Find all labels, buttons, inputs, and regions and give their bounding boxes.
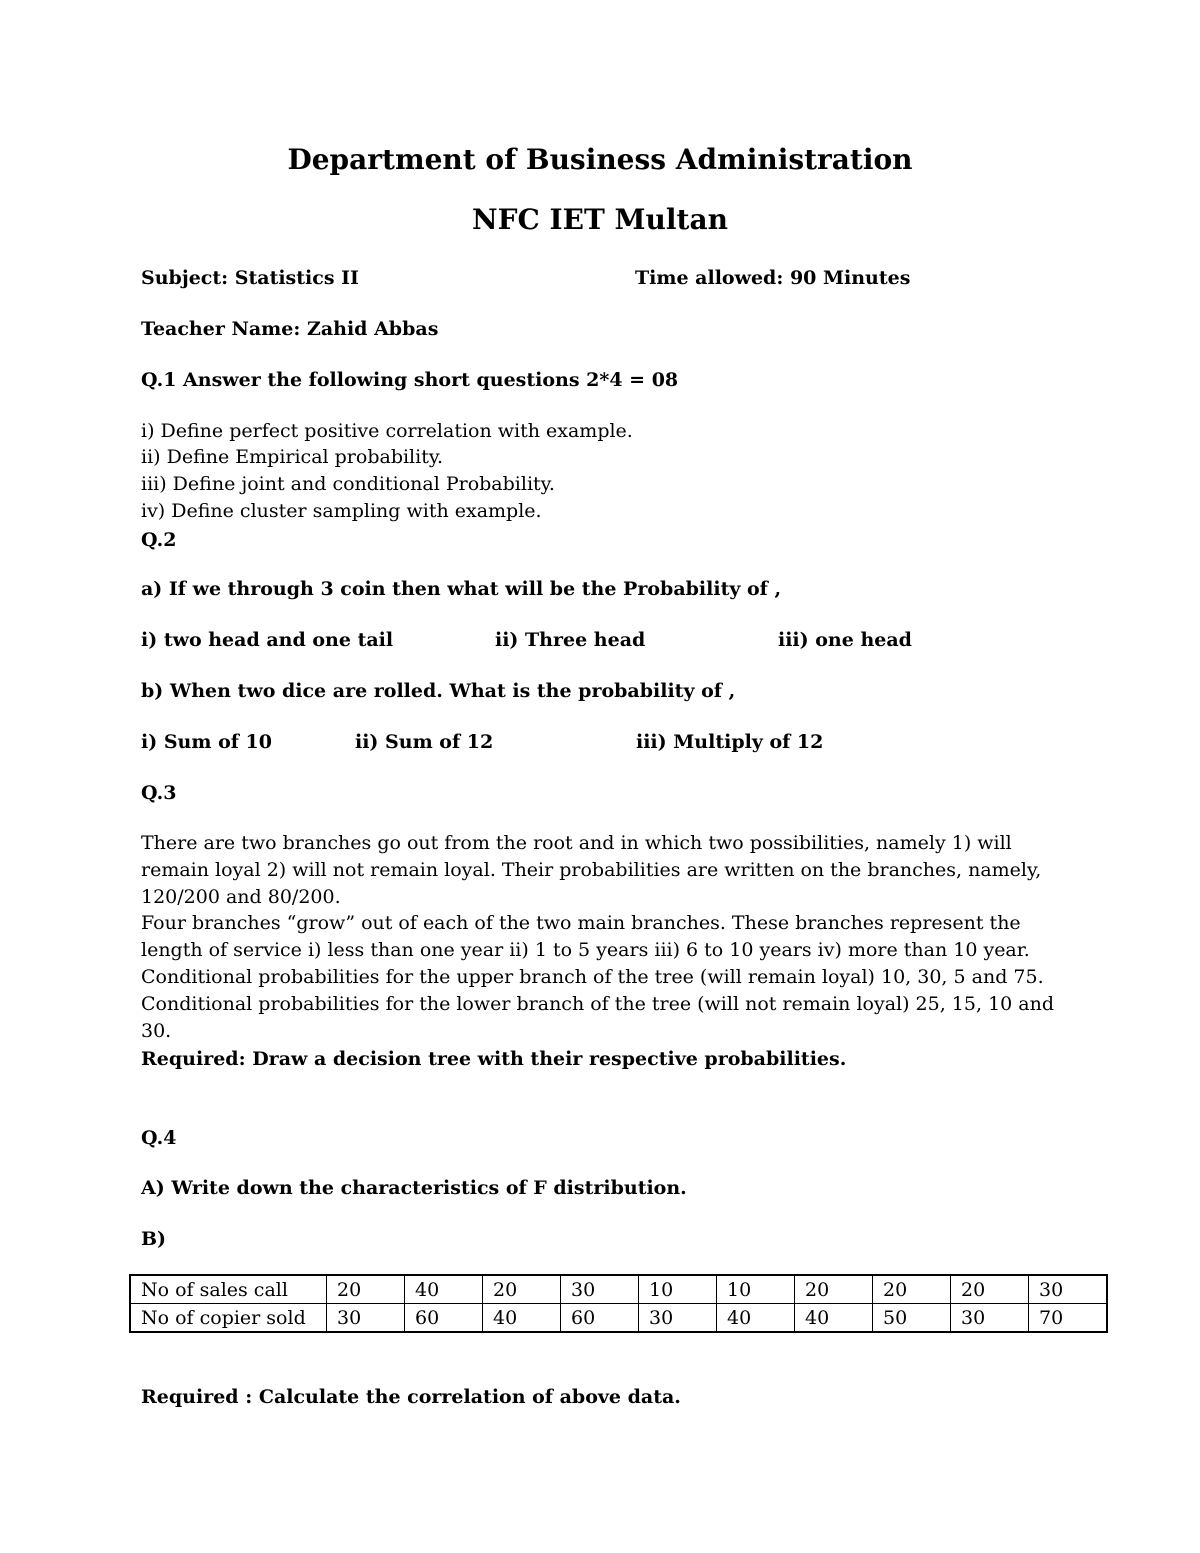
table-cell: 40: [717, 1304, 795, 1333]
table-cell: 10: [639, 1275, 717, 1304]
table-cell: 30: [561, 1275, 639, 1304]
q2a-question: a) If we through 3 coin then what will be the Probability of ,: [141, 578, 782, 600]
q4a-question: A) Write down the characteristics of F distribution.: [141, 1177, 687, 1199]
table-cell: 20: [951, 1275, 1029, 1304]
table-cell: 60: [405, 1304, 483, 1333]
q1-item: iii) Define joint and conditional Probability.: [141, 473, 555, 495]
table-cell: 30: [951, 1304, 1029, 1333]
q2b-option: ii) Sum of 12: [355, 731, 494, 753]
table-cell: 60: [561, 1304, 639, 1333]
q4-heading: Q.4: [141, 1127, 177, 1149]
table-cell: 70: [1029, 1304, 1108, 1333]
row-header-copier-sold: No of copier sold: [130, 1304, 327, 1333]
q2b-question: b) When two dice are rolled. What is the probability of ,: [141, 680, 736, 702]
q2a-option: ii) Three head: [495, 629, 646, 651]
q1-item: ii) Define Empirical probability.: [141, 446, 444, 468]
time-allowed-line: Time allowed: 90 Minutes: [635, 267, 911, 289]
department-title: Department of Business Administration: [287, 143, 913, 176]
q3-paragraph: Four branches “grow” out of each of the two main branches. These branches represent the length of service i) less than one year ii) 1 to 5 years iii) 6 to 10 years iv) more than 10 year.: [141, 912, 1030, 961]
q4b-label: B): [141, 1228, 167, 1250]
q3-heading: Q.3: [141, 782, 177, 804]
table-row: [130, 1275, 1107, 1304]
table-cell: 20: [873, 1275, 951, 1304]
q3-paragraph: Conditional probabilities for the lower branch of the tree (will not remain loyal) 25, 15, 10 and 30.: [141, 993, 1055, 1042]
table-cell: 30: [1029, 1275, 1108, 1304]
table-cell: 40: [795, 1304, 873, 1333]
q2b-option: i) Sum of 10: [141, 731, 272, 753]
teacher-line: Teacher Name: Zahid Abbas: [141, 318, 439, 340]
q2-heading: Q.2: [141, 529, 177, 551]
q3-paragraph: Conditional probabilities for the upper branch of the tree (will remain loyal) 10, 30, 5 and 75.: [141, 966, 1044, 988]
table-row: [130, 1304, 1107, 1333]
table-cell: 20: [327, 1275, 405, 1304]
q3-paragraph: There are two branches go out from the root and in which two possibilities, namely 1) will remain loyal 2) will not remain loyal. Their probabilities are written on the branches, namely, 120/200 and 80/200.: [141, 832, 1042, 908]
table-cell: 20: [795, 1275, 873, 1304]
table-cell: 50: [873, 1304, 951, 1333]
q1-item: i) Define perfect positive correlation with example.: [141, 420, 633, 442]
q1-heading: Q.1 Answer the following short questions 2*4 = 08: [141, 369, 679, 391]
q4-required: Required : Calculate the correlation of above data.: [141, 1386, 681, 1408]
table-cell: 40: [483, 1304, 561, 1333]
sales-data-table: [129, 1274, 1108, 1333]
row-header-sales-call: No of sales call: [130, 1275, 327, 1304]
table-cell: 20: [483, 1275, 561, 1304]
table-cell: 40: [405, 1275, 483, 1304]
institute-title: NFC IET Multan: [472, 203, 728, 236]
subject-line: Subject: Statistics II: [141, 267, 359, 289]
q3-required: Required: Draw a decision tree with their respective probabilities.: [141, 1048, 847, 1070]
q2b-option: iii) Multiply of 12: [636, 731, 824, 753]
q1-item: iv) Define cluster sampling with example.: [141, 500, 542, 522]
q2a-option: iii) one head: [778, 629, 912, 651]
table-cell: 30: [639, 1304, 717, 1333]
table-cell: 30: [327, 1304, 405, 1333]
table-cell: 10: [717, 1275, 795, 1304]
q2a-option: i) two head and one tail: [141, 629, 394, 651]
